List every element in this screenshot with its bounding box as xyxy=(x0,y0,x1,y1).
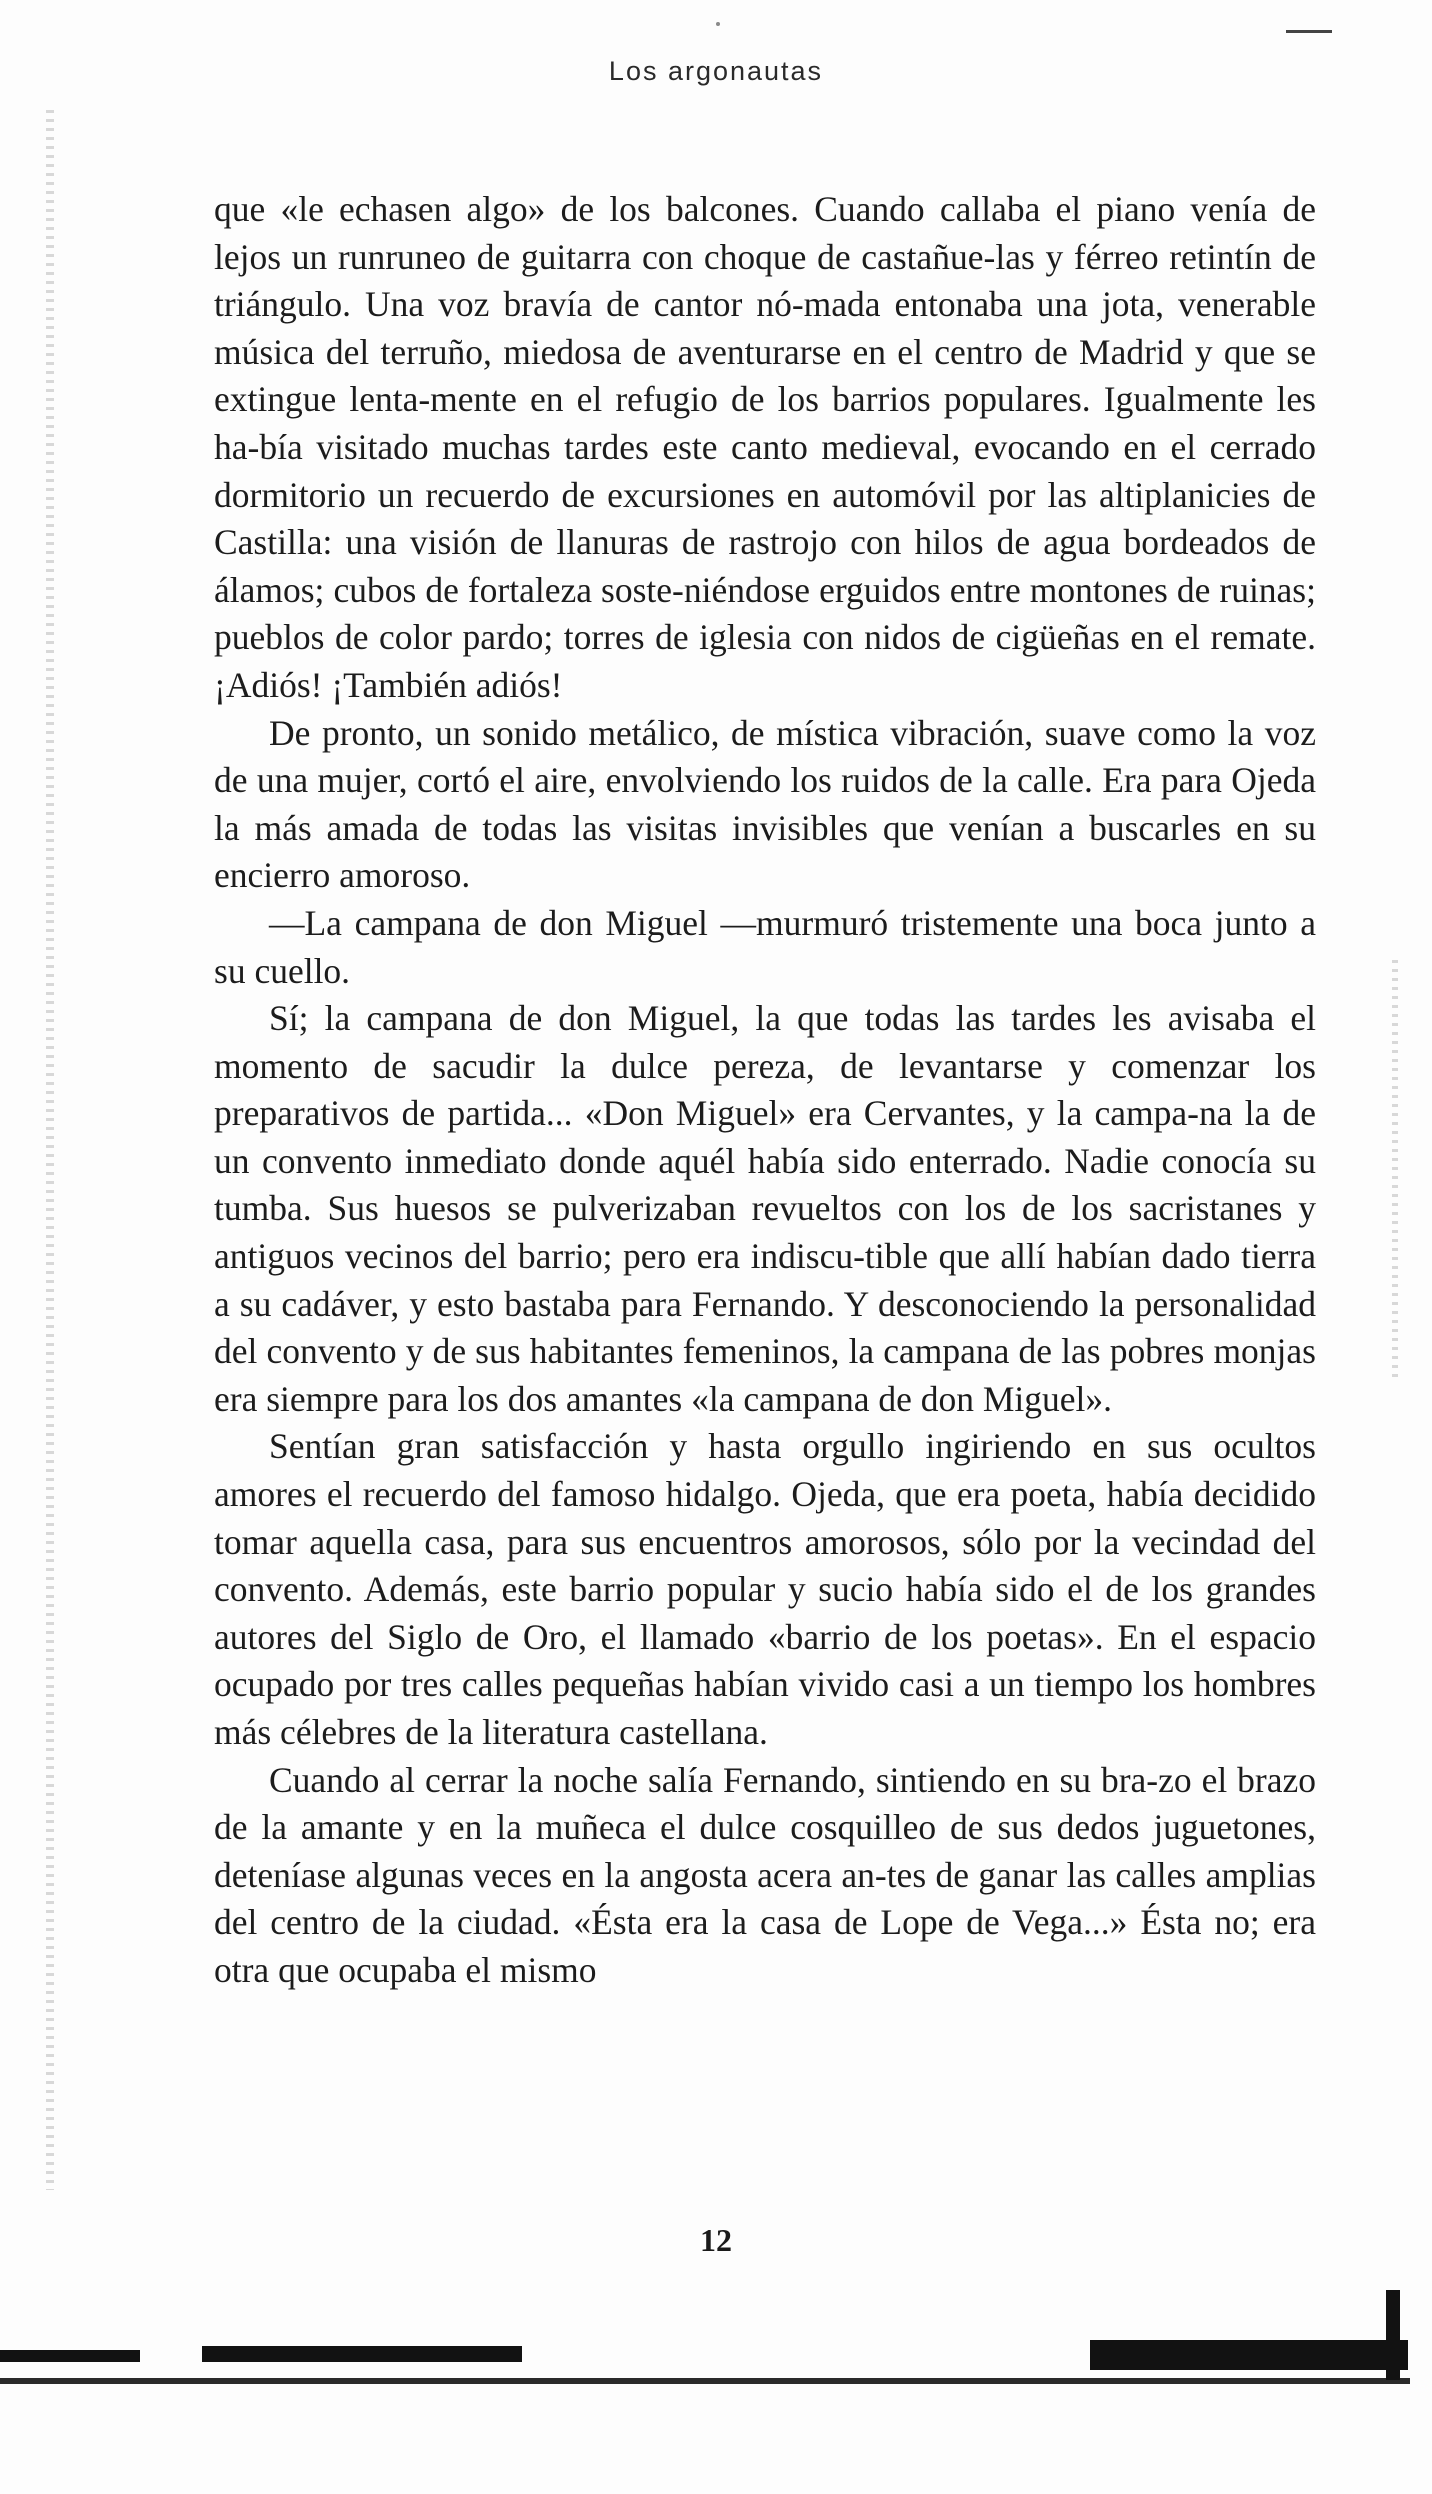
scan-bottom-bar-middle xyxy=(202,2346,522,2362)
running-header: Los argonautas xyxy=(608,56,824,86)
scan-top-right-mark xyxy=(1286,30,1332,33)
paragraph-4: Sí; la campana de don Miguel, la que todas las tardes les avisaba el momento de sacudir la dulce pereza, de levantarse y comenzar los preparativos de partida... «Don Miguel» era Cervantes, y la campa-na la de un convento inmediato donde aquél había sido enterrado. Nadie conocía su tumba. Sus huesos se pulverizaban revueltos con los de los sacristanes y antiguos vecinos del barrio; pero era indiscu-tible que allí habían dado tierra a su cadáver, y esto bastaba para Fernando. Y desconociendo la personalidad del convento y de sus habitantes femeninos, la campana de las pobres monjas era siempre para los dos amantes «la campana de don Miguel». xyxy=(214,998,1316,1419)
page-number: 12 xyxy=(700,2222,732,2258)
scan-bottom-bar-right xyxy=(1090,2340,1408,2370)
scan-bottom-right-corner xyxy=(1386,2290,1400,2380)
scan-bottom-rule xyxy=(0,2378,1410,2384)
paragraph-5: Sentían gran satisfacción y hasta orgullo ingiriendo en sus ocultos amores el recuerdo del famoso hidalgo. Ojeda, que era poeta, había decidido tomar aquella casa, para sus encuentros amorosos, sólo por la vecindad del convento. Además, este barrio popular y sucio había sido el de los grandes autores del Siglo de Oro, el llamado «barrio de los poetas». En el espacio ocupado por tres calles pequeñas habían vivido casi a un tiempo los hombres más célebres de la literatura castellana. xyxy=(214,1426,1316,1752)
scan-speck xyxy=(716,22,720,26)
paragraph-2: De pronto, un sonido metálico, de mística vibración, suave como la voz de una mujer, cortó el aire, envolviendo los ruidos de la calle. Era para Ojeda la más amada de todas las visitas invisibles que venían a buscarles en su encierro amoroso. xyxy=(214,712,1316,896)
paragraph-1: que «le echasen algo» de los balcones. Cuando callaba el piano venía de lejos un runruneo de guitarra con choque de castañue-las y férreo retintín de triángulo. Una voz bravía de cantor nó-mada entonaba una jota, venerable música del terruño, miedosa de aventurarse en el centro de Madrid y que se extingue lenta-mente en el refugio de los barrios populares. Igualmente les ha-bía visitado muchas tardes este canto medieval, evocando en el cerrado dormitorio un recuerdo de excursiones en automóvil por las altiplanicies de Castilla: una visión de llanuras de rastrojo con hilos de agua bordeados de álamos; cubos de fortaleza soste-niéndose erguidos entre montones de ruinas; pueblos de color pardo; torres de iglesia con nidos de cigüeñas en el remate. ¡Adiós! ¡También adiós! xyxy=(214,189,1316,705)
paragraph-6: Cuando al cerrar la noche salía Fernando, sintiendo en su bra-zo el brazo de la amante y en la muñeca el dulce cosquilleo de sus dedos juguetones, deteníase algunas veces en la angosta acera an-tes de ganar las calles amplias del centro de la ciudad. «Ésta era la casa de Lope de Vega...» Ésta no; era otra que ocupaba el mismo xyxy=(214,1759,1316,1990)
scan-bottom-bar-left xyxy=(0,2350,140,2362)
scan-right-edge-noise xyxy=(1392,960,1398,1380)
scan-left-edge-noise xyxy=(46,110,54,2190)
paragraph-3: —La campana de don Miguel —murmuró tristemente una boca junto a su cuello. xyxy=(214,902,1316,991)
body-text xyxy=(214,186,1316,1995)
